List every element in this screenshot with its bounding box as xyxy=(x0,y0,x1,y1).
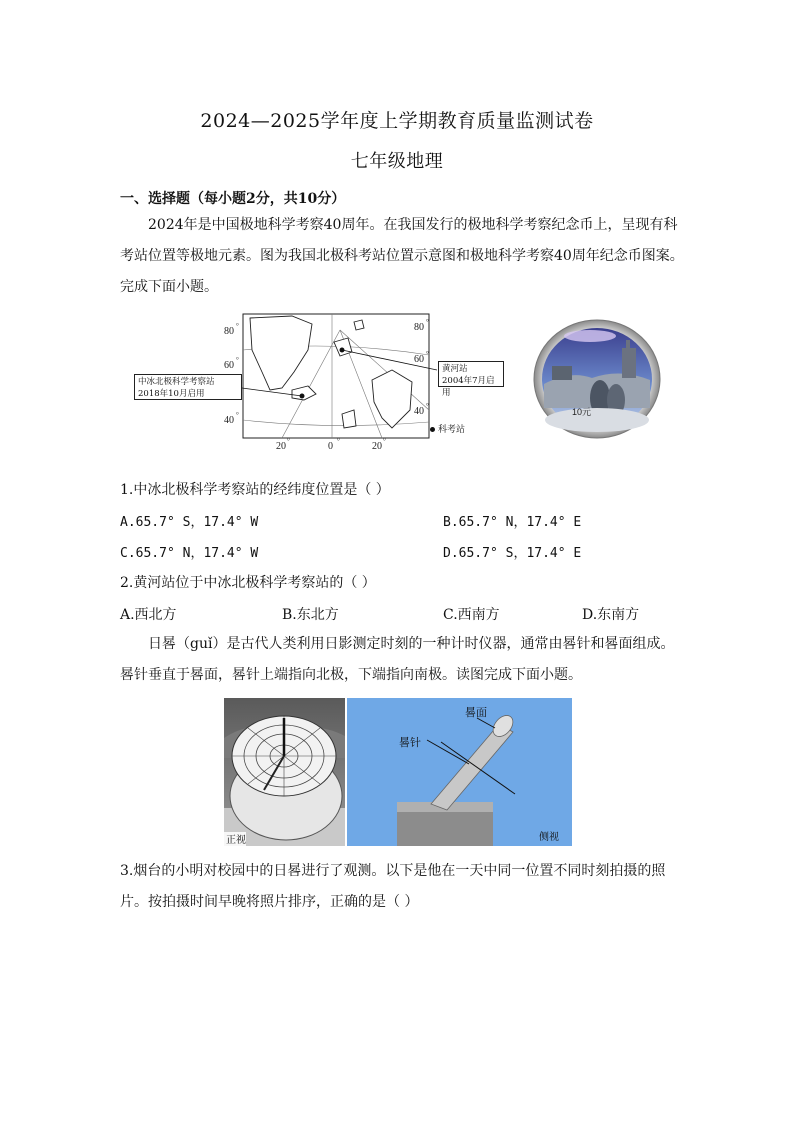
lon-label: 20 xyxy=(276,441,286,450)
lat-label: 40 xyxy=(224,415,234,426)
svg-text:°: ° xyxy=(236,322,239,330)
svg-text:°: ° xyxy=(383,437,386,445)
station-b-label: 黄河站 2004年7月启用 xyxy=(438,361,504,387)
front-view-label: 正视 xyxy=(226,835,246,846)
lat-label: 40 xyxy=(414,406,424,417)
lon-label: 0 xyxy=(328,441,333,450)
svg-text:°: ° xyxy=(426,350,429,358)
q2-option-c[interactable]: C.西南方 xyxy=(443,607,500,623)
svg-text:°: ° xyxy=(287,437,290,445)
face-label: 晷面 xyxy=(465,706,487,719)
q2-option-a[interactable]: A.西北方 xyxy=(120,607,177,623)
exam-subtitle: 七年级地理 xyxy=(350,151,444,172)
svg-text:°: ° xyxy=(236,356,239,364)
question-3: 3.烟台的小明对校园中的日晷进行了观测。以下是他在一天中同一位置不同时刻拍摄的照片。按拍摄时间早晚将照片排序，正确的是（ ） xyxy=(120,863,666,910)
station-dot-icon xyxy=(430,427,435,432)
section-heading: 一、选择题（每小题2分，共10分） xyxy=(120,191,346,207)
svg-text:°: ° xyxy=(426,318,429,326)
commemorative-coin xyxy=(530,318,664,440)
section1-intro: 2024年是中国极地科学考察40周年。在我国发行的极地科学考察纪念币上，呈现有科考站位置等极地元素。图为我国北极科考站位置示意图和极地科学考察40周年纪念币图案。完成下面小题。 xyxy=(120,217,684,295)
sundial-front-photo xyxy=(224,698,345,846)
q2-option-b[interactable]: B.东北方 xyxy=(282,607,339,623)
svg-text:°: ° xyxy=(426,402,429,410)
lat-label: 80 xyxy=(224,326,234,337)
svg-text:°: ° xyxy=(236,411,239,419)
q1-option-c[interactable]: C.65.7° N，17.4° W xyxy=(120,546,259,561)
q1-option-a[interactable]: A.65.7° S，17.4° W xyxy=(120,515,259,530)
needle-label: 晷针 xyxy=(399,736,421,749)
exam-title: 2024—2025学年度上学期教育质量监测试卷 xyxy=(200,110,594,132)
map-legend: 科考站 xyxy=(430,422,465,435)
question-1: 1.中冰北极科学考察站的经纬度位置是（ ） xyxy=(120,482,390,498)
coin-denomination: 10元 xyxy=(572,407,592,417)
side-view-label: 侧视 xyxy=(539,832,559,843)
q1-option-b[interactable]: B.65.7° N，17.4° E xyxy=(443,515,582,530)
lat-label: 60 xyxy=(224,360,234,371)
sundial-side-diagram xyxy=(347,698,572,846)
station-a-label: 中冰北极科学考察站 2018年10月启用 xyxy=(134,374,242,400)
svg-text:°: ° xyxy=(337,437,340,445)
question-2: 2.黄河站位于中冰北极科学考察站的（ ） xyxy=(120,575,376,591)
q2-option-d[interactable]: D.东南方 xyxy=(582,607,640,623)
q1-option-d[interactable]: D.65.7° S，17.4° E xyxy=(443,546,582,561)
lat-label: 80 xyxy=(414,322,424,333)
lon-label: 20 xyxy=(372,441,382,450)
section2-intro: 日晷（guǐ）是古代人类利用日影测定时刻的一种计时仪器，通常由晷针和晷面组成。晷针垂直于晷面，晷针上端指向北极，下端指向南极。读图完成下面小题。 xyxy=(120,636,675,683)
lat-label: 60 xyxy=(414,354,424,365)
